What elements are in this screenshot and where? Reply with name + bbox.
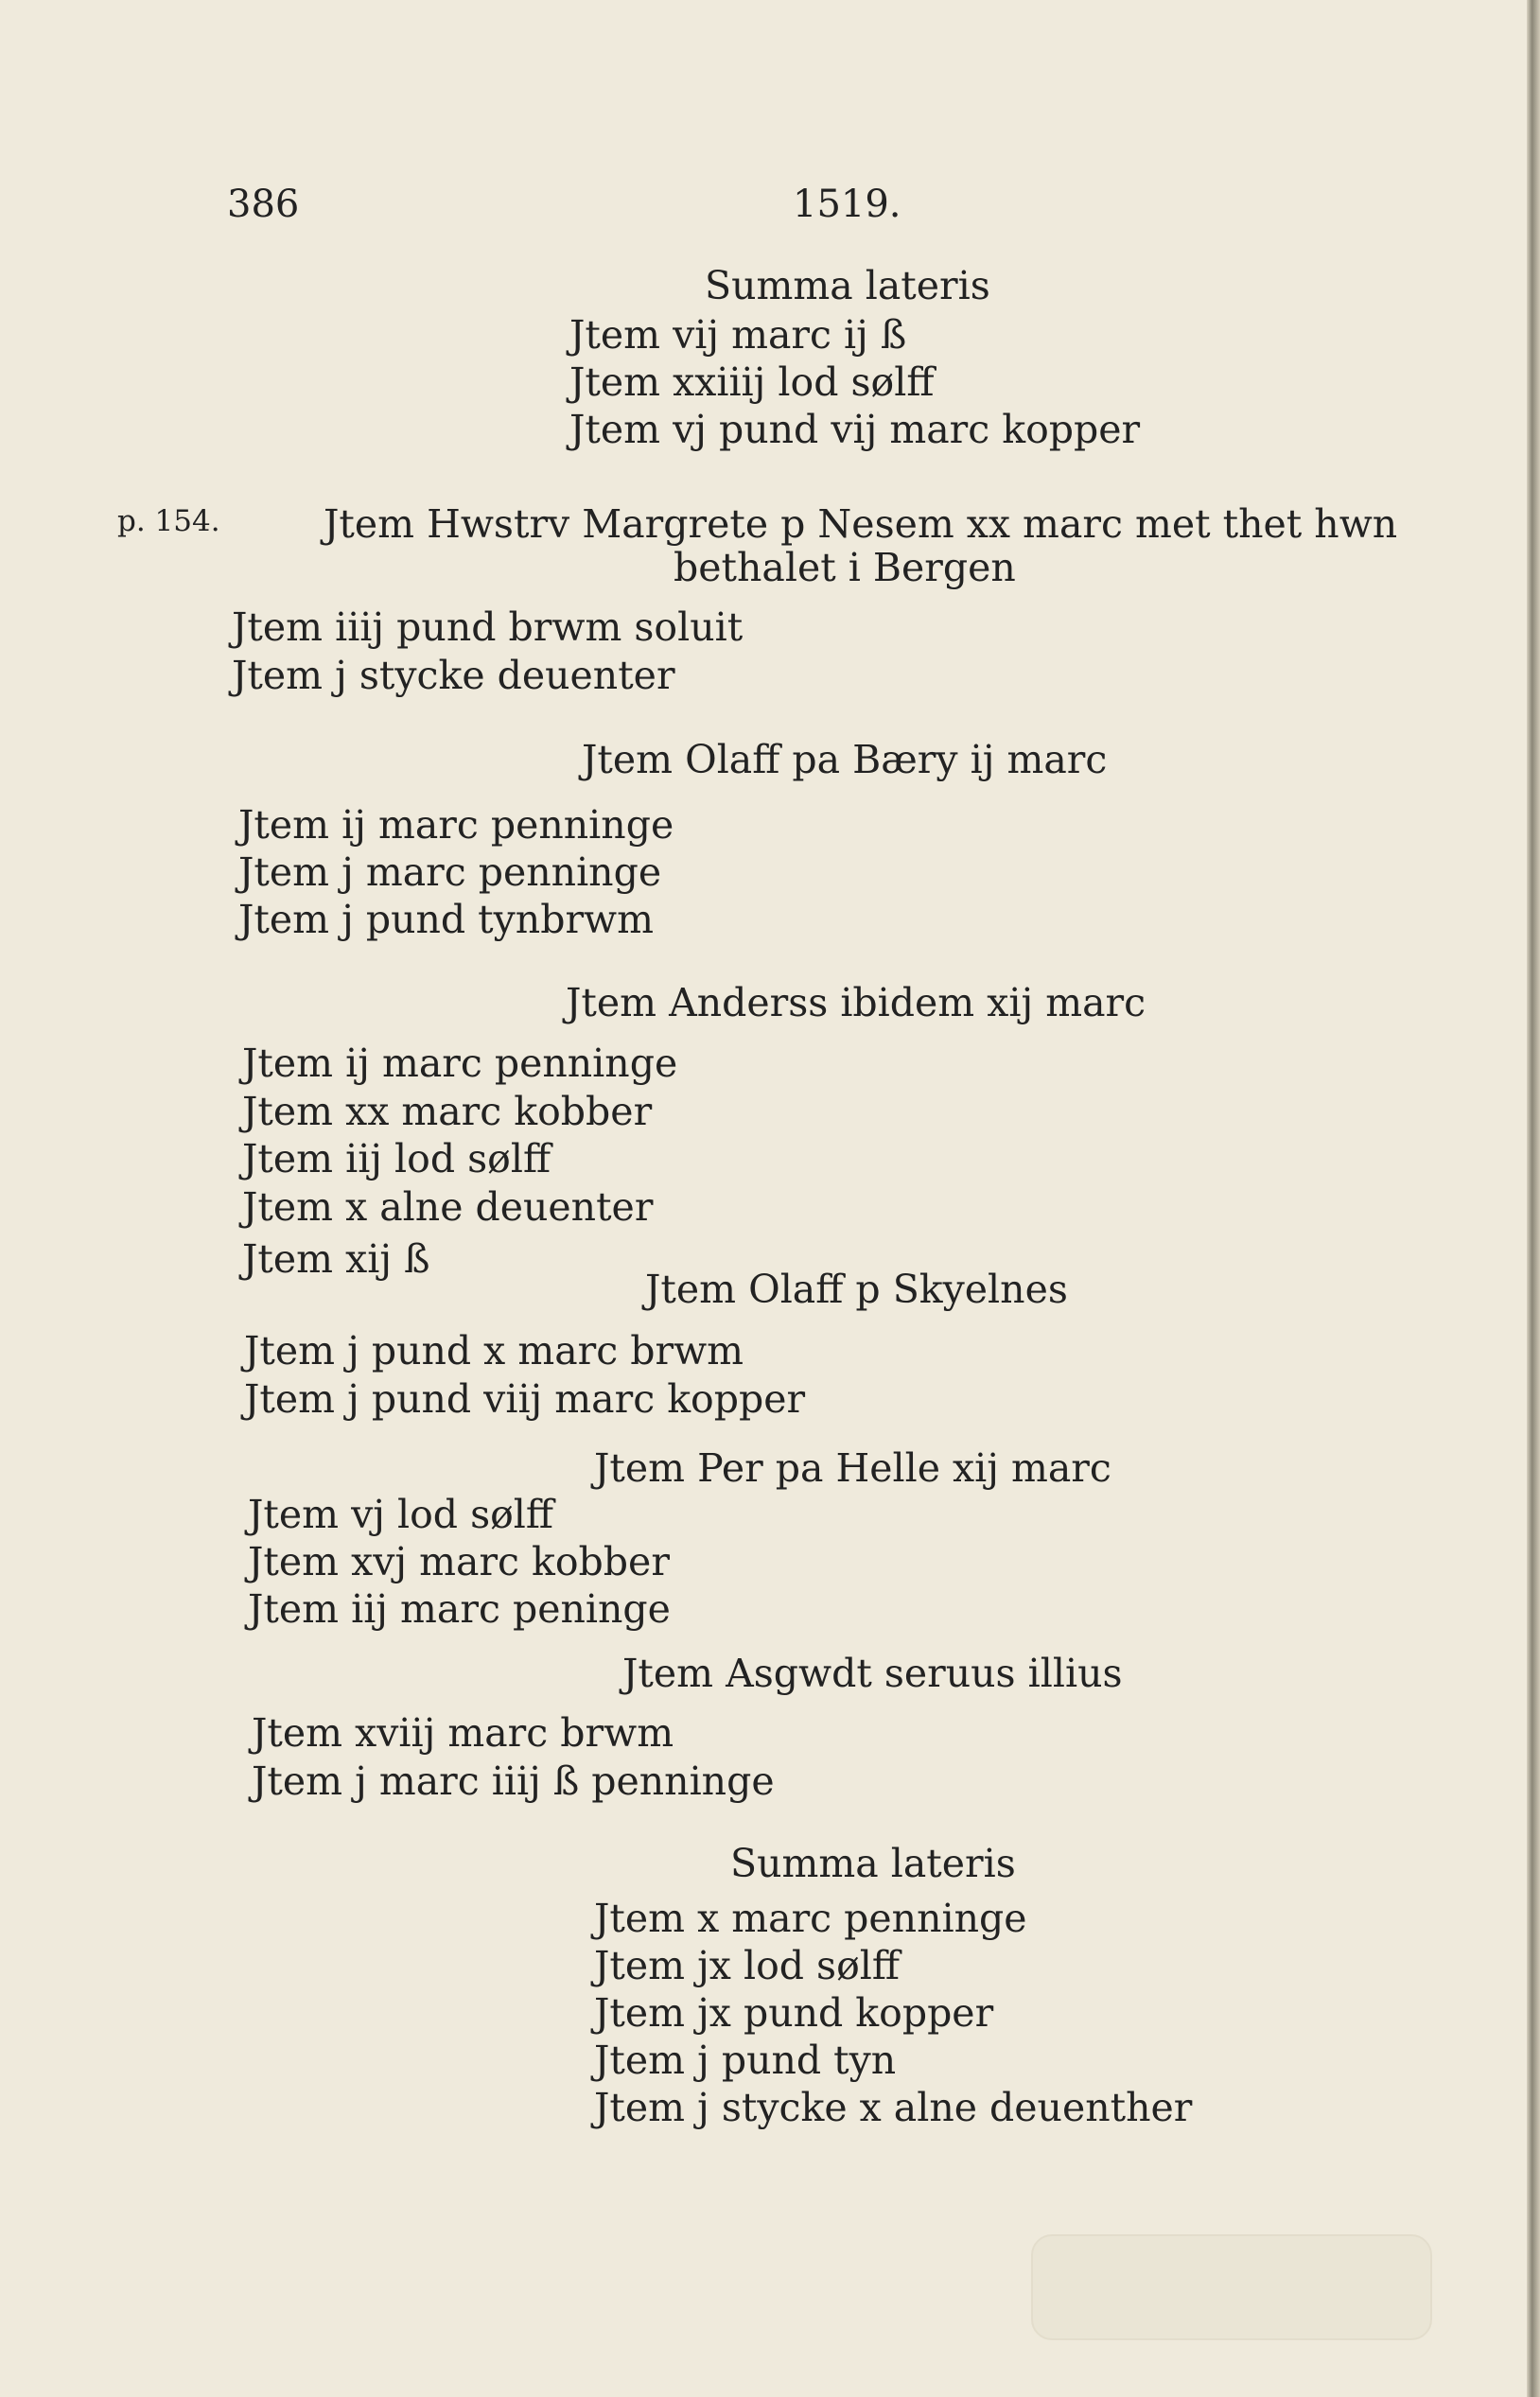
summa-item: Jtem vj pund vij marc kopper: [569, 407, 1141, 452]
entry-item: Jtem ij marc penninge: [242, 1041, 678, 1086]
entry-heading: Jtem Olaff pa Bæry ij marc: [582, 737, 1108, 782]
entry-heading: Jtem Per pa Helle xij marc: [594, 1445, 1111, 1491]
entry-heading: Jtem Olaff p Skyelnes: [645, 1267, 1068, 1312]
entry-item: Jtem xvj marc kobber: [248, 1539, 670, 1584]
running-year: 1519.: [793, 183, 901, 226]
margin-note: p. 154.: [117, 504, 220, 538]
summa-item: Jtem x marc penninge: [594, 1896, 1027, 1941]
summa-item: Jtem jx lod sølff: [594, 1943, 900, 1988]
page-edge: [1527, 0, 1540, 2397]
summa-item: Jtem j pund tyn: [594, 2038, 897, 2083]
entry-item: Jtem j pund tynbrwm: [238, 897, 655, 942]
entry-item: Jtem vj lod sølff: [248, 1492, 554, 1537]
summa-heading: Summa lateris: [705, 263, 990, 308]
summa-item: Jtem xxiiij lod sølff: [569, 359, 935, 405]
entry-item: Jtem j pund x marc brwm: [244, 1328, 744, 1373]
entry-heading: Jtem Anderss ibidem xij marc: [566, 980, 1146, 1025]
entry-item: Jtem iij marc peninge: [248, 1586, 671, 1632]
summa-heading: Summa lateris: [730, 1841, 1016, 1886]
entry-heading: Jtem Asgwdt seruus illius: [622, 1651, 1123, 1696]
entry-item: Jtem j marc iiij ß penninge: [252, 1758, 775, 1804]
paper-stain: [1031, 2234, 1432, 2340]
entry-item: Jtem ij marc penninge: [238, 802, 674, 848]
entry-item: Jtem j marc penninge: [238, 849, 662, 895]
summa-item: Jtem jx pund kopper: [594, 1990, 994, 2036]
entry-item: Jtem j pund viij marc kopper: [244, 1376, 806, 1422]
entry-item: Jtem xij ß: [242, 1236, 430, 1282]
entry-item: Jtem iij lod sølff: [242, 1136, 551, 1181]
summa-item: Jtem j stycke x alne deuenther: [594, 2085, 1193, 2130]
entry-item: Jtem xx marc kobber: [242, 1089, 653, 1134]
entry-item: Jtem xviij marc brwm: [252, 1710, 674, 1756]
entry-heading: bethalet i Bergen: [674, 545, 1016, 590]
summa-item: Jtem vij marc ij ß: [569, 312, 907, 358]
entry-item: Jtem j stycke deuenter: [232, 653, 675, 698]
entry-item: Jtem iiij pund brwm soluit: [232, 604, 744, 650]
entry-heading: Jtem Hwstrv Margrete p Nesem xx marc met thet hwn: [324, 501, 1398, 547]
page-number: 386: [227, 183, 300, 226]
entry-item: Jtem x alne deuenter: [242, 1184, 654, 1230]
